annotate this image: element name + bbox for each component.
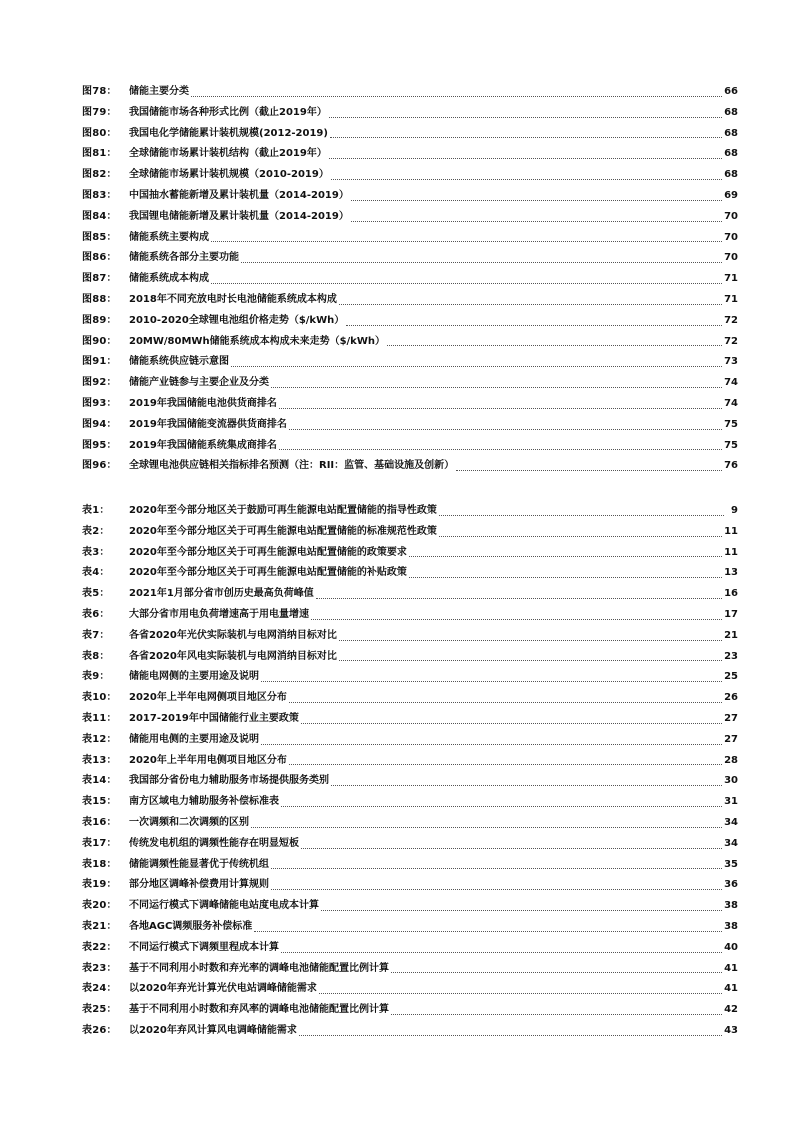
table-entry-page-number[interactable]: 25 bbox=[724, 671, 738, 683]
table-entry-page-number[interactable]: 21 bbox=[724, 629, 738, 641]
table-entry-page-number[interactable]: 13 bbox=[724, 567, 738, 579]
dot-leader bbox=[346, 325, 722, 326]
dot-leader bbox=[211, 241, 722, 242]
table-entry-page-number[interactable]: 43 bbox=[724, 1024, 738, 1036]
figure-entry-page-number[interactable]: 72 bbox=[724, 335, 738, 347]
figure-entry-label: 图93： bbox=[82, 397, 117, 409]
table-entry[interactable] bbox=[82, 709, 738, 730]
table-entry[interactable] bbox=[82, 813, 738, 834]
figure-entry-page-number[interactable]: 70 bbox=[724, 252, 738, 264]
dot-leader bbox=[271, 387, 722, 388]
dot-leader bbox=[331, 179, 722, 180]
dot-leader bbox=[330, 137, 722, 138]
figure-entry-label: 图91： bbox=[82, 356, 117, 368]
table-entry-page-number[interactable]: 38 bbox=[724, 900, 738, 912]
table-entry-title[interactable]: 2020年至今部分地区关于可再生能源电站配置储能的政策要求 bbox=[129, 546, 407, 558]
table-entry-label: 表1： bbox=[82, 505, 110, 516]
table-entry-label: 表3： bbox=[82, 546, 110, 558]
table-entry[interactable] bbox=[82, 896, 738, 917]
figure-entry-title[interactable]: 我国电化学储能累计装机规模(2012-2019) bbox=[129, 127, 328, 139]
table-entry-label: 表16： bbox=[82, 816, 117, 828]
figure-entry[interactable] bbox=[82, 332, 738, 353]
figure-entry-title[interactable]: 全球锂电池供应链相关指标排名预测（注：RII：监管、基础设施及创新） bbox=[129, 460, 455, 472]
table-entry[interactable] bbox=[82, 543, 738, 564]
dot-leader bbox=[289, 702, 722, 703]
table-entry-page-number[interactable]: 38 bbox=[724, 920, 738, 932]
table-entry-title[interactable]: 储能用电侧的主要用途及说明 bbox=[129, 733, 259, 745]
figure-entry-label: 图94： bbox=[82, 418, 117, 430]
figure-entry-title[interactable]: 2019年我国储能变流器供货商排名 bbox=[129, 418, 287, 430]
figure-entry[interactable] bbox=[82, 311, 738, 332]
table-entry[interactable] bbox=[82, 626, 738, 647]
table-entry-label: 表23： bbox=[82, 962, 117, 974]
table-entry-page-number[interactable]: 42 bbox=[724, 1004, 738, 1016]
table-entry-label: 表17： bbox=[82, 837, 117, 849]
dot-leader bbox=[311, 619, 722, 620]
dot-leader bbox=[289, 764, 722, 765]
table-entry[interactable] bbox=[82, 647, 738, 668]
table-entry-title[interactable]: 各省2020年光伏实际装机与电网消纳目标对比 bbox=[129, 629, 337, 641]
figure-entry-title[interactable]: 储能系统各部分主要功能 bbox=[129, 252, 239, 264]
dot-leader bbox=[439, 515, 724, 516]
dot-leader bbox=[316, 598, 722, 599]
table-entry[interactable] bbox=[82, 959, 738, 980]
figure-entry-page-number[interactable]: 68 bbox=[724, 127, 738, 139]
figure-entry-page-number[interactable]: 76 bbox=[724, 460, 738, 472]
figure-entry-title[interactable]: 20MW/80MWh储能系统成本构成未来走势（$/kWh） bbox=[129, 335, 385, 347]
table-entry[interactable] bbox=[82, 584, 738, 605]
dot-leader bbox=[211, 283, 722, 284]
figure-entry-title[interactable]: 储能系统成本构成 bbox=[129, 273, 209, 285]
figure-entry[interactable] bbox=[82, 436, 738, 457]
dot-leader bbox=[351, 221, 722, 222]
table-entry-page-number[interactable]: 36 bbox=[724, 879, 738, 891]
table-entry-title[interactable]: 南方区域电力辅助服务补偿标准表 bbox=[129, 796, 279, 808]
table-entry-page-number[interactable]: 17 bbox=[724, 608, 738, 620]
figure-entry-label: 图83： bbox=[82, 189, 117, 201]
dot-leader bbox=[329, 117, 722, 118]
figure-entry[interactable] bbox=[82, 165, 738, 186]
dot-leader bbox=[281, 952, 722, 953]
table-entry-title[interactable]: 大部分省市用电负荷增速高于用电量增速 bbox=[129, 608, 309, 620]
figure-entry-title[interactable]: 我国锂电储能新增及累计装机量（2014-2019） bbox=[129, 210, 349, 222]
figure-entry-page-number[interactable]: 74 bbox=[724, 377, 738, 389]
figure-entry[interactable] bbox=[82, 207, 738, 228]
figure-entry-label: 图78： bbox=[82, 86, 117, 97]
figure-entry[interactable] bbox=[82, 269, 738, 290]
table-entry-title[interactable]: 基于不同利用小时数和弃光率的调峰电池储能配置比例计算 bbox=[129, 962, 389, 974]
dot-leader bbox=[271, 868, 722, 869]
table-entry-label: 表15： bbox=[82, 796, 117, 808]
figure-entry-page-number[interactable]: 68 bbox=[724, 106, 738, 118]
dot-leader bbox=[261, 744, 722, 745]
table-entry-title[interactable]: 2020年至今部分地区关于鼓励可再生能源电站配置储能的指导性政策 bbox=[129, 505, 437, 516]
table-entry[interactable] bbox=[82, 522, 738, 543]
figure-entry[interactable] bbox=[82, 394, 738, 415]
table-entry-page-number[interactable]: 34 bbox=[724, 837, 738, 849]
table-entry[interactable] bbox=[82, 751, 738, 772]
table-entry-page-number[interactable]: 26 bbox=[724, 692, 738, 704]
figure-entry-page-number[interactable]: 75 bbox=[724, 439, 738, 451]
table-entry[interactable] bbox=[82, 688, 738, 709]
figure-entry-page-number[interactable]: 75 bbox=[724, 418, 738, 430]
table-entry-title[interactable]: 我国部分省份电力辅助服务市场提供服务类别 bbox=[129, 775, 329, 787]
table-entry-title[interactable]: 不同运行模式下调频里程成本计算 bbox=[129, 941, 279, 953]
table-entry-title[interactable]: 部分地区调峰补偿费用计算规则 bbox=[129, 879, 269, 891]
table-entry-title[interactable]: 储能调频性能显著优于传统机组 bbox=[129, 858, 269, 870]
figure-entry-title[interactable]: 2018年不同充放电时长电池储能系统成本构成 bbox=[129, 293, 337, 305]
figure-entry[interactable] bbox=[82, 103, 738, 124]
figure-entry-title[interactable]: 储能系统供应链示意图 bbox=[129, 356, 229, 368]
table-entry-label: 表22： bbox=[82, 941, 117, 953]
table-entry-title[interactable]: 2020年至今部分地区关于可再生能源电站配置储能的标准规范性政策 bbox=[129, 525, 437, 537]
table-entry[interactable] bbox=[82, 917, 738, 938]
dot-leader bbox=[231, 366, 722, 367]
dot-leader bbox=[289, 429, 722, 430]
table-entry[interactable] bbox=[82, 730, 738, 751]
table-entry-page-number[interactable]: 30 bbox=[724, 775, 738, 787]
figure-entry[interactable] bbox=[82, 290, 738, 311]
dot-leader bbox=[279, 449, 722, 450]
table-entry[interactable] bbox=[82, 875, 738, 896]
figure-entry-label: 图88： bbox=[82, 293, 117, 305]
figure-entry-label: 图79： bbox=[82, 106, 117, 118]
figure-entry-label: 图80： bbox=[82, 127, 117, 139]
dot-leader bbox=[271, 889, 722, 890]
figure-entry-title[interactable]: 2010-2020全球锂电池组价格走势（$/kWh） bbox=[129, 314, 345, 326]
table-entry-title[interactable]: 传统发电机组的调频性能存在明显短板 bbox=[129, 837, 299, 849]
table-entry-page-number[interactable]: 41 bbox=[724, 962, 738, 974]
table-entry[interactable] bbox=[82, 501, 738, 522]
table-entry-title[interactable]: 一次调频和二次调频的区别 bbox=[129, 816, 249, 828]
table-entry[interactable] bbox=[82, 771, 738, 792]
dot-leader bbox=[409, 556, 722, 557]
table-entry-page-number[interactable]: 40 bbox=[724, 941, 738, 953]
figure-list bbox=[82, 82, 738, 477]
dot-leader bbox=[339, 304, 722, 305]
figure-entry-label: 图92： bbox=[82, 377, 117, 389]
figure-entry-title[interactable]: 储能主要分类 bbox=[129, 86, 189, 97]
figure-entry-title[interactable]: 储能产业链参与主要企业及分类 bbox=[129, 377, 269, 389]
dot-leader bbox=[251, 827, 722, 828]
dot-leader bbox=[319, 993, 722, 994]
table-entry-label: 表13： bbox=[82, 754, 117, 766]
table-entry-label: 表21： bbox=[82, 920, 117, 932]
table-entry[interactable] bbox=[82, 667, 738, 688]
table-entry-title[interactable]: 不同运行模式下调峰储能电站度电成本计算 bbox=[129, 900, 319, 912]
table-entry-page-number[interactable]: 11 bbox=[724, 525, 738, 537]
dot-leader bbox=[254, 931, 722, 932]
figure-entry-label: 图95： bbox=[82, 439, 117, 451]
table-entry[interactable] bbox=[82, 979, 738, 1000]
dot-leader bbox=[261, 681, 722, 682]
dot-leader bbox=[299, 1035, 722, 1036]
table-entry[interactable] bbox=[82, 855, 738, 876]
dot-leader bbox=[331, 785, 722, 786]
dot-leader bbox=[301, 848, 722, 849]
figure-entry[interactable] bbox=[82, 415, 738, 436]
table-entry[interactable] bbox=[82, 792, 738, 813]
table-entry-label: 表6： bbox=[82, 608, 110, 620]
table-entry[interactable] bbox=[82, 938, 738, 959]
figure-entry[interactable] bbox=[82, 228, 738, 249]
figure-entry-label: 图96： bbox=[82, 460, 117, 472]
table-entry-label: 表10： bbox=[82, 692, 117, 704]
table-entry-title[interactable]: 以2020年弃光计算光伏电站调峰储能需求 bbox=[129, 983, 317, 995]
figure-entry-page-number[interactable]: 73 bbox=[724, 356, 738, 368]
figure-entry-label: 图87： bbox=[82, 273, 117, 285]
figure-entry-page-number[interactable]: 70 bbox=[724, 231, 738, 243]
table-entry-label: 表4： bbox=[82, 567, 110, 579]
table-entry-title[interactable]: 2020年至今部分地区关于可再生能源电站配置储能的补贴政策 bbox=[129, 567, 407, 579]
figure-entry-label: 图81： bbox=[82, 148, 117, 160]
figure-entry-page-number[interactable]: 68 bbox=[724, 169, 738, 181]
dot-leader bbox=[191, 96, 722, 97]
table-entry-title[interactable]: 2020年上半年用电侧项目地区分布 bbox=[129, 754, 287, 766]
table-entry-label: 表25： bbox=[82, 1004, 117, 1016]
table-entry-label: 表19： bbox=[82, 879, 117, 891]
table-entry-title[interactable]: 储能电网侧的主要用途及说明 bbox=[129, 671, 259, 683]
table-entry-title[interactable]: 2017-2019年中国储能行业主要政策 bbox=[129, 712, 299, 724]
figure-entry-label: 图86： bbox=[82, 252, 117, 264]
figure-entry[interactable] bbox=[82, 248, 738, 269]
figure-entry-title[interactable]: 我国储能市场各种形式比例（截止2019年） bbox=[129, 106, 327, 118]
figure-entry-title[interactable]: 2019年我国储能电池供货商排名 bbox=[129, 397, 277, 409]
dot-leader bbox=[439, 536, 722, 537]
table-entry-page-number[interactable]: 31 bbox=[724, 796, 738, 808]
figure-entry[interactable] bbox=[82, 144, 738, 165]
figure-entry[interactable] bbox=[82, 82, 738, 103]
dot-leader bbox=[387, 345, 722, 346]
table-entry-label: 表18： bbox=[82, 858, 117, 870]
dot-leader bbox=[409, 577, 722, 578]
table-entry-label: 表8： bbox=[82, 650, 110, 662]
dot-leader bbox=[456, 470, 722, 471]
figure-entry-label: 图90： bbox=[82, 335, 117, 347]
figure-entry-title[interactable]: 2019年我国储能系统集成商排名 bbox=[129, 439, 277, 451]
figure-entry-page-number[interactable]: 71 bbox=[724, 293, 738, 305]
figure-entry-title[interactable]: 储能系统主要构成 bbox=[129, 231, 209, 243]
figure-entry[interactable] bbox=[82, 352, 738, 373]
dot-leader bbox=[321, 910, 722, 911]
table-entry-page-number[interactable]: 27 bbox=[724, 733, 738, 745]
figure-entry[interactable] bbox=[82, 186, 738, 207]
table-entry-label: 表20： bbox=[82, 900, 117, 912]
table-entry-page-number[interactable]: 16 bbox=[724, 588, 738, 600]
table-entry-page-number[interactable]: 35 bbox=[724, 858, 738, 870]
figure-entry-page-number[interactable]: 68 bbox=[724, 148, 738, 160]
dot-leader bbox=[339, 660, 722, 661]
table-entry-title[interactable]: 以2020年弃风计算风电调峰储能需求 bbox=[129, 1024, 297, 1036]
figure-entry-title[interactable]: 中国抽水蓄能新增及累计装机量（2014-2019） bbox=[129, 189, 349, 201]
figure-entry-title[interactable]: 全球储能市场累计装机规模（2010-2019） bbox=[129, 169, 329, 181]
table-list bbox=[82, 501, 738, 1042]
table-entry[interactable] bbox=[82, 1000, 738, 1021]
table-entry-label: 表5： bbox=[82, 588, 110, 600]
dot-leader bbox=[351, 200, 722, 201]
figure-entry-page-number[interactable]: 71 bbox=[724, 273, 738, 285]
table-entry-title[interactable]: 各地AGC调频服务补偿标准 bbox=[129, 920, 253, 932]
table-entry-page-number[interactable]: 11 bbox=[724, 546, 738, 558]
figure-entry-label: 图84： bbox=[82, 210, 117, 222]
figure-entry-title[interactable]: 全球储能市场累计装机结构（截止2019年） bbox=[129, 148, 327, 160]
table-entry-page-number[interactable]: 23 bbox=[724, 650, 738, 662]
dot-leader bbox=[391, 972, 722, 973]
figure-entry[interactable] bbox=[82, 456, 738, 477]
table-entry-label: 表24： bbox=[82, 983, 117, 995]
table-entry-title[interactable]: 基于不同利用小时数和弃风率的调峰电池储能配置比例计算 bbox=[129, 1004, 389, 1016]
table-entry[interactable] bbox=[82, 1021, 738, 1042]
figure-entry-page-number[interactable]: 70 bbox=[724, 210, 738, 222]
table-entry-label: 表26： bbox=[82, 1024, 117, 1036]
table-entry-title[interactable]: 2021年1月部分省市创历史最高负荷峰值 bbox=[129, 588, 314, 600]
table-entry-page-number[interactable]: 34 bbox=[724, 816, 738, 828]
table-entry-title[interactable]: 各省2020年风电实际装机与电网消纳目标对比 bbox=[129, 650, 337, 662]
table-entry-label: 表14： bbox=[82, 775, 117, 787]
dot-leader bbox=[241, 262, 722, 263]
table-entry-label: 表9： bbox=[82, 671, 110, 683]
figure-entry-label: 图82： bbox=[82, 169, 117, 181]
table-entry[interactable] bbox=[82, 834, 738, 855]
figure-entry-page-number[interactable]: 69 bbox=[724, 189, 738, 201]
figure-entry-page-number[interactable]: 66 bbox=[724, 86, 738, 97]
dot-leader bbox=[281, 806, 722, 807]
table-entry[interactable] bbox=[82, 563, 738, 584]
table-entry-page-number[interactable]: 27 bbox=[724, 712, 738, 724]
dot-leader bbox=[339, 640, 722, 641]
table-entry-label: 表11： bbox=[82, 712, 117, 724]
table-entry-page-number[interactable]: 41 bbox=[724, 983, 738, 995]
table-entry-label: 表7： bbox=[82, 629, 110, 641]
figure-entry-label: 图85： bbox=[82, 231, 117, 243]
figure-entry[interactable] bbox=[82, 124, 738, 145]
figure-entry[interactable] bbox=[82, 373, 738, 394]
table-entry-title[interactable]: 2020年上半年电网侧项目地区分布 bbox=[129, 692, 287, 704]
figure-entry-label: 图89： bbox=[82, 314, 117, 326]
dot-leader bbox=[391, 1014, 722, 1015]
table-entry-page-number[interactable]: 28 bbox=[724, 754, 738, 766]
dot-leader bbox=[329, 158, 722, 159]
table-entry-label: 表12： bbox=[82, 733, 117, 745]
dot-leader bbox=[301, 723, 722, 724]
table-entry[interactable] bbox=[82, 605, 738, 626]
table-entry-page-number[interactable]: 9 bbox=[731, 505, 738, 516]
dot-leader bbox=[279, 408, 722, 409]
figure-entry-page-number[interactable]: 74 bbox=[724, 397, 738, 409]
table-entry-label: 表2： bbox=[82, 525, 110, 537]
figure-entry-page-number[interactable]: 72 bbox=[724, 314, 738, 326]
